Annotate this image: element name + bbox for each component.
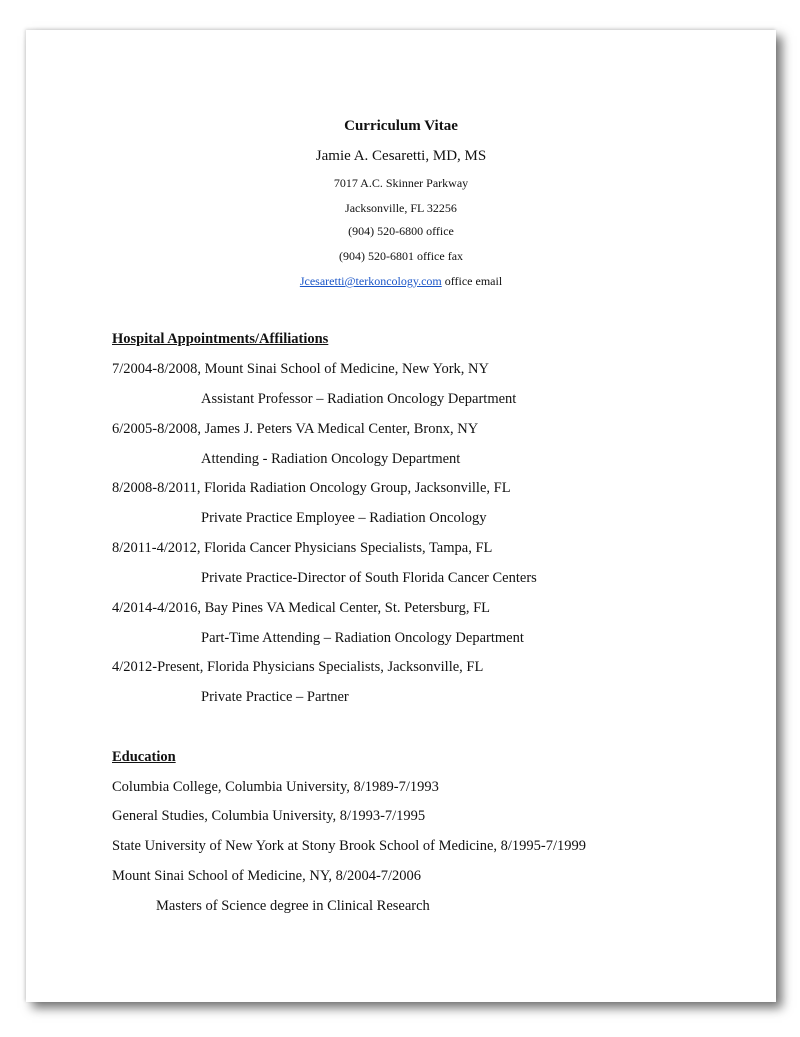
appointment-role: Assistant Professor – Radiation Oncology Department [201,391,517,407]
address-line-1: 7017 A.C. Skinner Parkway [333,176,469,190]
education-sub-item: Masters of Science degree in Clinical Research [156,898,430,914]
email-label: office email [441,274,503,288]
appointment-role: Private Practice Employee – Radiation Oncology [201,510,487,526]
education-item: State University of New York at Stony Brook School of Medicine, 8/1995-7/1999 [112,838,587,854]
appointment-place: 8/2011-4/2012, Florida Cancer Physicians Specialists, Tampa, FL [112,540,493,556]
education-item: General Studies, Columbia University, 8/1993-7/1995 [112,808,426,824]
email-line [26,274,776,289]
appointment-role: Private Practice – Partner [201,689,349,705]
person-name: Jamie A. Cesaretti, MD, MS [315,148,487,164]
office-fax: (904) 520-6801 office fax [338,249,464,263]
appointment-role: Part-Time Attending – Radiation Oncology Department [201,630,524,646]
appointment-role: Attending - Radiation Oncology Department [201,451,461,467]
appointment-place: 8/2008-8/2011, Florida Radiation Oncology Group, Jacksonville, FL [112,480,511,496]
email-link[interactable]: Jcesaretti@terkoncology.com [299,274,442,288]
education-heading: Education [112,749,176,765]
appointment-role: Private Practice-Director of South Florida Cancer Centers [201,570,537,586]
appointment-place: 4/2012-Present, Florida Physicians Specialists, Jacksonville, FL [112,659,484,675]
appointment-place: 4/2014-4/2016, Bay Pines VA Medical Center, St. Petersburg, FL [112,600,491,616]
education-item: Mount Sinai School of Medicine, NY, 8/2004-7/2006 [112,868,422,884]
appointment-place: 6/2005-8/2008, James J. Peters VA Medical Center, Bronx, NY [112,421,479,437]
education-item: Columbia College, Columbia University, 8/1989-7/1993 [112,779,439,795]
appointment-place: 7/2004-8/2008, Mount Sinai School of Medicine, New York, NY [112,361,489,377]
appointments-heading: Hospital Appointments/Affiliations [112,331,329,347]
office-phone: (904) 520-6800 office [348,224,454,238]
document-title: Curriculum Vitae [344,118,458,134]
address-line-2: Jacksonville, FL 32256 [345,201,457,215]
